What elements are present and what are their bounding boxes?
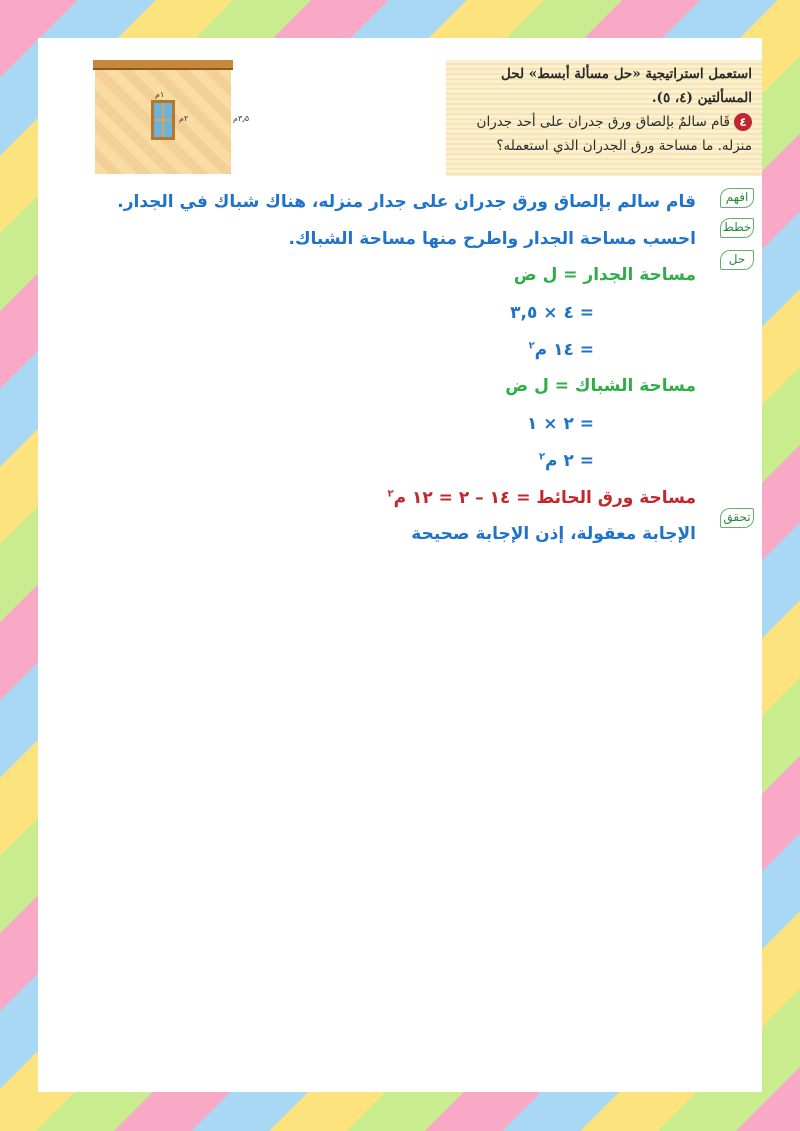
window-area-formula: مساحة الشباك = ل ض bbox=[505, 376, 696, 396]
plan-text: احسب مساحة الجدار واطرح منها مساحة الشباك. bbox=[288, 229, 696, 249]
window-width-label: ١م bbox=[155, 90, 165, 99]
wall-area-formula: مساحة الجدار = ل ض bbox=[513, 265, 696, 285]
strategy-instruction: استعمل استراتيجية «حل مسألة أبسط» لحل المسألتين (٤، ٥). bbox=[501, 66, 752, 106]
problem-question: ٤قَام سالمٌ بإلصاق ورق جدران على أحد جدران منزله. ما مساحة ورق الجدران الذي استعمله؟ bbox=[476, 114, 752, 154]
wallpaper-area-result: مساحة ورق الحائط = ١٤ – ٢ = ١٢ م$^٢$ bbox=[387, 488, 696, 508]
window-height-label: ٢م bbox=[179, 114, 189, 123]
tag-plan: خطط bbox=[720, 218, 754, 238]
problem-number-badge: ٤ bbox=[734, 113, 752, 131]
check-text: الإجابة معقولة، إذن الإجابة صحيحة bbox=[411, 524, 696, 544]
wall-area-step1: = ٤ × ٣,٥ bbox=[510, 303, 594, 323]
window-area-step1: = ٢ × ١ bbox=[526, 414, 594, 434]
wall-illustration bbox=[93, 60, 253, 175]
tag-solve: حل bbox=[720, 250, 754, 270]
wall bbox=[95, 70, 231, 174]
window-icon bbox=[151, 100, 175, 140]
wall-top-trim bbox=[93, 60, 233, 70]
wall-area-result: = ١٤ م$^٢$ bbox=[528, 340, 594, 360]
tag-check: تحقق bbox=[720, 508, 754, 528]
understand-text: قام سالم بإلصاق ورق جدران على جدار منزله، هناك شباك في الجدار. bbox=[117, 192, 696, 212]
window-area-result: = ٢ م$^٢$ bbox=[538, 451, 594, 471]
worksheet-page bbox=[38, 38, 762, 1092]
wall-height-label: ٣٫٥م bbox=[233, 114, 250, 123]
tag-understand: افهم bbox=[720, 188, 754, 208]
problem-box bbox=[446, 60, 762, 176]
